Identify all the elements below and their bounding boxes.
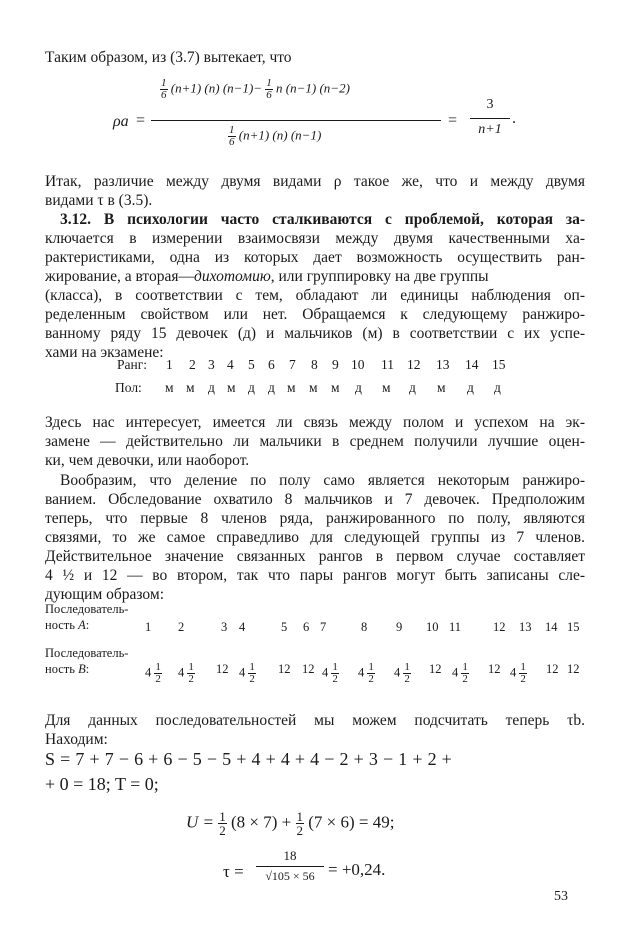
seq-a-label: Последователь- [45,602,129,616]
para2-line: жирование, а вторая—дихотомию, или группировку на две группы [45,268,489,285]
rank-value: 14 [465,357,479,372]
seq-a-value: 8 [361,620,368,634]
frac-half: $\frac{1}{2}$ [219,809,226,838]
intro-line: Таким образом, из (3.7) вытекает, что [45,49,292,66]
seq-b-value: 4 $\frac{1}{2}$ [358,661,374,685]
formula-end: . [512,110,516,127]
para2-line: 3.12. В психологии часто сталкиваются с проблемой, которая за- [60,211,585,228]
frac-half: $\frac{1}{2}$ [155,661,161,685]
para2-line: ключается в измерении взаимосвязи между двумя качественными ха- [45,230,585,247]
seq-b-value: 4 $\frac{1}{2}$ [239,661,255,685]
rhs-numerator: 3 [486,97,494,112]
sex-value: м [165,380,174,395]
frac-half: $\frac{1}{2}$ [249,661,255,685]
frac-one-sixth: $\frac{1}{6}$ [266,77,272,101]
para5-line: Для данных последовательностей мы можем подсчитать теперь τb. [45,712,585,729]
sex-value: д [268,380,275,395]
rank-value: 2 [189,357,196,372]
sex-label: Пол: [115,380,142,395]
para4-line: связями, то же самое справедливо для следующей группы из 7 членов. [45,529,585,546]
para4-line: Действительное значение связанных рангов в первом случае составляет [45,548,585,565]
seq-a-value: 5 [281,620,288,634]
rank-value: 3 [208,357,215,372]
equation-tau-rhs: = +0,24. [328,860,386,879]
para2-line: рактеристиками, одна из которых дает возможность осуществить ран- [45,249,585,266]
seq-a-value: 1 [145,620,152,634]
para2-line: ванному ряду 15 девочек (д) и мальчиков (м) в соответствии с их успе- [45,325,585,342]
rank-value: 12 [407,357,421,372]
equation-tau-lhs: τ = [223,862,244,881]
rank-value: 5 [248,357,255,372]
equation-u: U = $\frac{1}{2}$ (8 × 7) + $\frac{1}{2}$ (7 × 6) = 49; [186,809,395,838]
seq-b-value: 4 $\frac{1}{2}$ [178,661,194,685]
sex-value: м [227,380,236,395]
sex-value: д [248,380,255,395]
rank-value: 1 [166,357,173,372]
para3-line: ки, чем девочки, или наоборот. [45,452,250,469]
seq-b-value: 12 [216,662,229,676]
seq-a-value: 12 [493,620,506,634]
equation-s: S = 7 + 7 − 6 + 6 − 5 − 5 + 4 + 4 + 4 − 2 + 3 − 1 + 2 + [45,749,453,769]
formula-eq: = [136,112,146,129]
sex-value: м [382,380,391,395]
formula-numerator: $\frac{1}{6}$ (n+1) (n) (n−1)− $\frac{1}{6}$ n (n−1) (n−2) [161,77,350,101]
para4-line: 4 ½ и 12 — во втором, так что пары рангов могут быть записаны сле- [45,567,585,584]
rank-value: 6 [268,357,275,372]
tau-fraction-bar [256,866,324,867]
sex-value: м [186,380,195,395]
sex-value: д [467,380,474,395]
seq-a-value: 2 [178,620,185,634]
seq-b-label: Последователь- [45,646,129,660]
rank-value: 9 [332,357,339,372]
para4-line: дующим образом: [45,586,164,603]
para3-line: замене — действительно ли мальчики в среднем получили лучшие оцен- [45,433,585,450]
sex-value: м [331,380,340,395]
sex-value: м [437,380,446,395]
rank-value: 15 [492,357,506,372]
seq-a-label: ность A: [45,618,90,632]
frac-half: $\frac{1}{2}$ [296,809,303,838]
frac-half: $\frac{1}{2}$ [462,661,468,685]
rank-value: 13 [436,357,450,372]
seq-b-value: 12 [429,662,442,676]
seq-b-value: 4 $\frac{1}{2}$ [452,661,468,685]
para2-line: хами на экзамене: [45,344,164,361]
formula-denominator: $\frac{1}{6}$ (n+1) (n) (n−1) [229,124,322,148]
seq-b-value: 4 $\frac{1}{2}$ [510,661,526,685]
seq-b-value: 4 $\frac{1}{2}$ [145,661,161,685]
seq-b-value: 4 $\frac{1}{2}$ [394,661,410,685]
frac-half: $\frac{1}{2}$ [332,661,338,685]
rhs-denominator: n+1 [478,122,502,137]
tau-denominator: √105 × 56 [265,869,315,883]
seq-a-value: 14 [545,620,558,634]
para2-line: (класса), в соответствии с тем, обладают ли единицы наблюдения оп- [45,287,585,304]
sex-value: м [287,380,296,395]
rank-value: 10 [351,357,365,372]
sex-value: д [208,380,215,395]
frac-half: $\frac{1}{2}$ [188,661,194,685]
rank-value: 7 [289,357,296,372]
para4-line: ванием. Обследование охватило 8 мальчиков и 7 девочек. Предположим [45,491,585,508]
para5-line: Находим: [45,731,108,748]
para1-line: видами τ в (3.5). [45,192,153,209]
frac-half: $\frac{1}{2}$ [368,661,374,685]
frac-half: $\frac{1}{2}$ [520,661,526,685]
seq-a-value: 7 [320,620,327,634]
formula-lhs: ρa [113,113,129,130]
sex-value: д [494,380,501,395]
seq-b-label: ность B: [45,662,90,676]
seq-b-value: 4 $\frac{1}{2}$ [322,661,338,685]
seq-a-value: 11 [449,620,462,634]
seq-a-value: 15 [567,620,580,634]
para4-line: теперь, что первые 8 членов ряда, ранжированного по полу, являются [45,510,585,527]
seq-a-value: 6 [303,620,310,634]
para1-line: Итак, различие между двумя видами ρ такое же, что и между двумя [45,173,585,190]
seq-b-value: 12 [546,662,559,676]
tau-numerator: 18 [283,848,297,863]
seq-a-value: 3 [221,620,228,634]
sex-value: д [409,380,416,395]
seq-b-value: 12 [488,662,501,676]
seq-b-value: 12 [278,662,291,676]
para2-line: ределенным свойством или нет. Обращаемся к следующему ранжиро- [45,306,585,323]
para4-line: Вообразим, что деление по полу само является некоторым ранжиро- [60,472,585,489]
main-fraction-bar [151,120,441,121]
frac-half: $\frac{1}{2}$ [404,661,410,685]
seq-a-value: 4 [239,620,246,634]
frac-one-sixth: $\frac{1}{6}$ [229,124,235,148]
rank-value: 8 [311,357,318,372]
para3-line: Здесь нас интересует, имеется ли связь между полом и успехом на эк- [45,414,585,431]
rhs-fraction-bar [470,118,510,119]
rank-value: 11 [381,357,394,372]
seq-a-value: 13 [519,620,532,634]
seq-b-value: 12 [567,662,580,676]
page-number: 53 [554,889,568,904]
rank-value: 4 [227,357,234,372]
frac-one-sixth: $\frac{1}{6}$ [161,77,167,101]
seq-b-value: 12 [302,662,315,676]
sex-value: д [355,380,362,395]
rank-label: Ранг: [117,357,148,372]
seq-a-value: 10 [426,620,439,634]
seq-a-value: 9 [396,620,403,634]
formula-rhs-eq: = [448,112,458,129]
sex-value: м [309,380,318,395]
equation-s-cont: + 0 = 18; T = 0; [45,774,159,794]
